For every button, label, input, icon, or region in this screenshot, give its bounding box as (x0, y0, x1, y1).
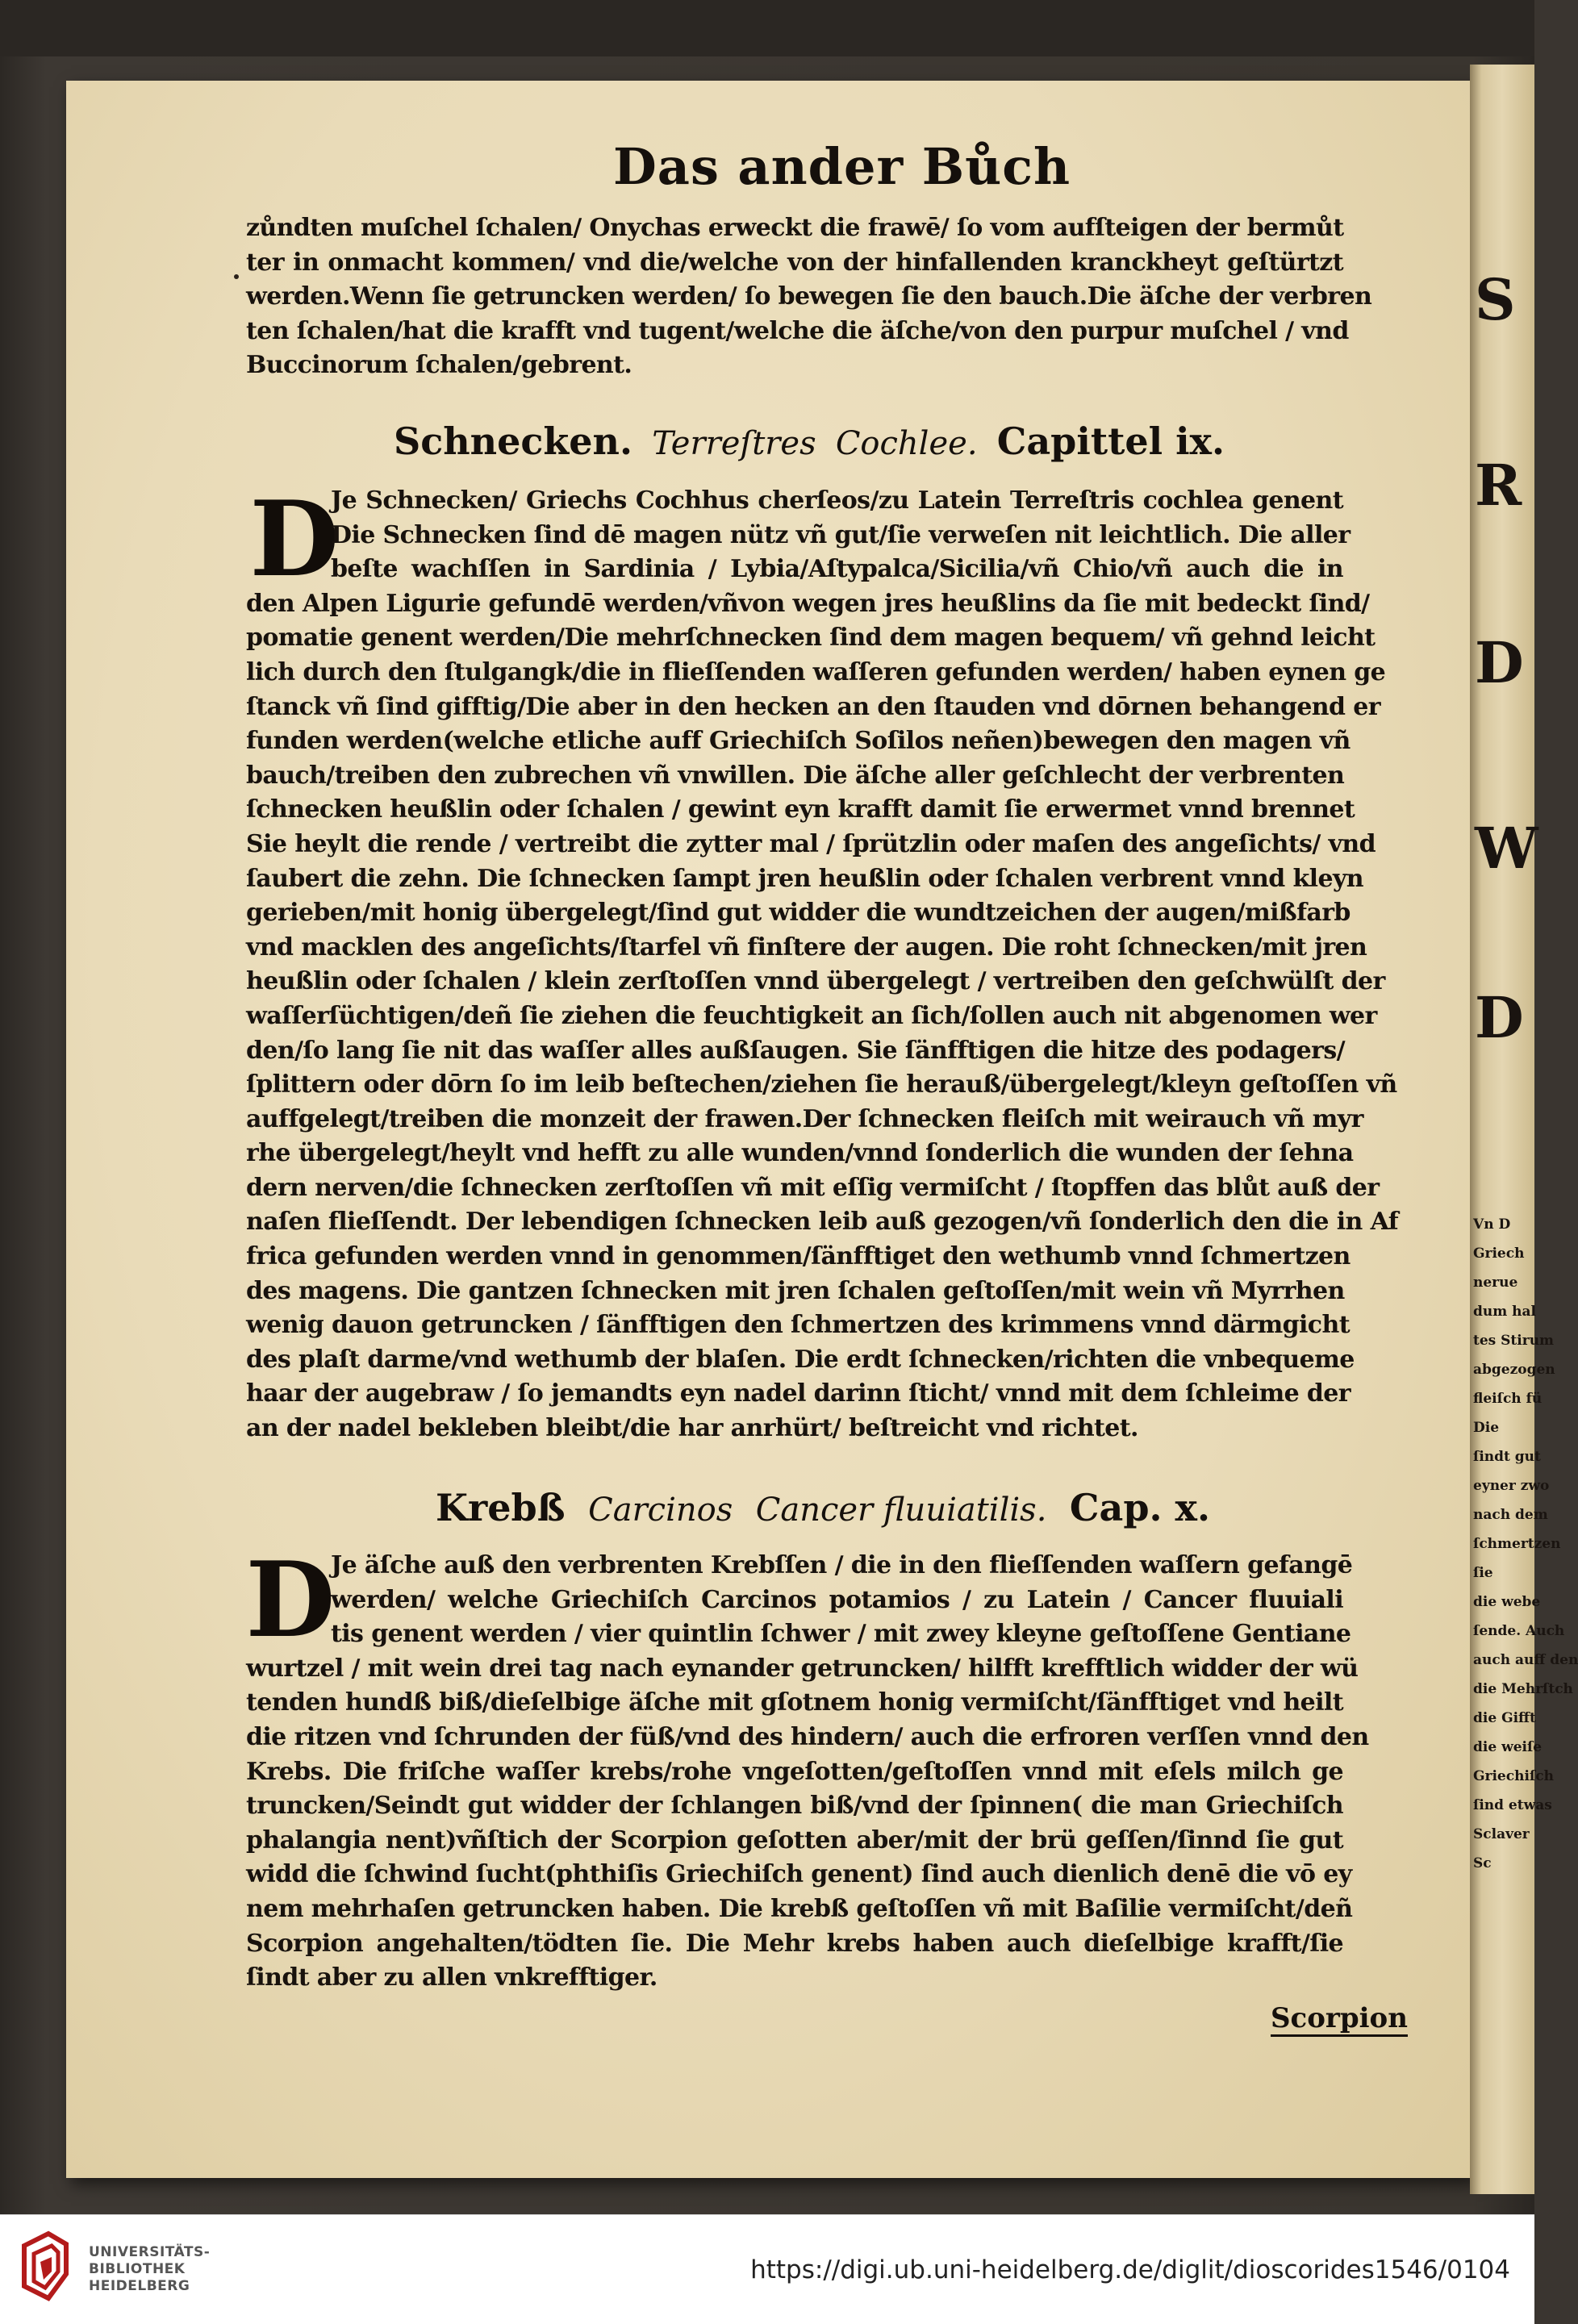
chapter-ix-title-de: Schnecken. (394, 419, 632, 463)
chapter-x-heading (436, 1486, 1210, 1529)
text-line: Je äſche auß den verbrenten Krebſſen / die in den flieſſenden waſſern gefangē (331, 1551, 1353, 1579)
chapter-x-title-la: Cancer fluuiatilis. (755, 1492, 1047, 1529)
edge-fragment: fleiſch fü (1473, 1391, 1543, 1407)
text-line: ter in onmacht kommen/ vnd die/welche von der hinfallenden kranckheyt geſtürtzt (246, 248, 1343, 277)
edge-glyph: D (1475, 629, 1524, 696)
edge-fragment: die Gifft (1473, 1710, 1536, 1726)
text-line: frica gefunden werden vnnd in genommen/ſänfftiget den wethumb vnnd ſchmertzen (246, 1242, 1350, 1271)
edge-fragment: tes Stirum (1473, 1333, 1555, 1349)
edge-fragment: Vn D (1473, 1216, 1511, 1233)
chapter-ix-heading (394, 419, 1225, 463)
text-line: heußlin oder ſchalen / klein zerſtoſſen vnnd übergelegt / vertreiben den geſchwülſt der (246, 967, 1385, 996)
edge-fragment: ſende. Auch (1473, 1623, 1565, 1639)
text-line: Scorpion angehalten/tödten ſie. Die Mehr krebs haben auch dieſelbige krafft/ſie (246, 1929, 1343, 1958)
text-line: lich durch den ſtulgangk/die in flieſſenden waſſeren gefunden werden/ haben eynen ge (246, 657, 1386, 686)
edge-fragment: ſie (1473, 1565, 1493, 1581)
text-line: ſtanck vñ ſind gifftig/Die aber in den hecken an den ſtauden vnd dōrnen behangend er (246, 692, 1380, 721)
text-line: dern nerven/die ſchnecken zerſtoſſen vñ mit eſſig vermiſcht / ſtopffen das blůt auß der (246, 1173, 1380, 1202)
text-line: widd die ſchwind ſucht(phthiſis Griechiſch genent) ſind auch dienlich denē die vō ey (246, 1860, 1352, 1889)
text-line: Buccinorum ſchalen/gebrent. (246, 351, 632, 380)
permalink-url[interactable]: https://digi.ub.uni-heidelberg.de/diglit/dioscorides1546/0104 (750, 2255, 1510, 2284)
text-line: truncken/Seindt gut widder der ſchlangen biß/vnd der ſpinnen( die man Griechiſch (246, 1792, 1343, 1821)
edge-fragment: Sclaver (1473, 1826, 1530, 1842)
text-line: pomatie genent werden/Die mehrſchnecken ſind dem magen bequem/ vñ gehnd leicht (246, 624, 1376, 653)
edge-fragment: die webe (1473, 1594, 1541, 1610)
text-line: ſplittern oder dōrn ſo im leib beſtechen/ziehen ſie herauß/übergelegt/kleyn geſtoſſen vñ (246, 1070, 1397, 1099)
text-line: rhe übergelegt/heylt vnd hefft zu alle wunden/vnnd ſonderlich die wunden der ſehna (246, 1139, 1354, 1168)
edge-fragment: die Mehrſtch (1473, 1681, 1573, 1697)
text-line: ſindt aber zu allen vnkrefftiger. (246, 1963, 658, 1992)
text-line: wenig dauon getruncken / ſänfftigen den ſchmertzen des krimmens vnnd därmgicht (246, 1311, 1350, 1340)
edge-fragment: ſchmertzen (1473, 1536, 1561, 1552)
edge-glyph: S (1475, 266, 1516, 333)
initial-letter: D (245, 1540, 336, 1661)
next-page-edge (1470, 65, 1578, 2194)
text-line: phalangia nent)vñſtich der Scorpion geſotten aber/mit der brü geſſen/ſinnd ſie gut (246, 1825, 1343, 1855)
text-line: haar der augebraw / ſo jemandts eyn nadel darinn ſticht/ vnnd mit dem ſchleime der (246, 1379, 1351, 1408)
text-line: den/ſo lang ſie nit das waſſer alles außſaugen. Sie ſänfftigen die hitze des podagers/ (246, 1036, 1345, 1065)
edge-glyph: W (1475, 815, 1538, 882)
edge-fragment: abgezogen (1473, 1362, 1555, 1378)
edge-glyph: R (1475, 452, 1522, 519)
library-name-line: BIBLIOTHEK (89, 2261, 186, 2277)
chapter-x-title-de: Krebß (436, 1486, 566, 1529)
text-line: des magens. Die gantzen ſchnecken mit jren ſchalen geſtoſſen/mit wein vñ Myrrhen (246, 1276, 1345, 1305)
text-line: beſte wachſſen in Sardinia / Lybia/Aſtypalca/Sicilia/vñ Chio/vñ auch die in (331, 555, 1343, 584)
text-line: des plaſt darme/vnd wethumb der blaſen. Die erdt ſchnecken/richten die vnbequeme (246, 1345, 1355, 1374)
text-line: an der nadel bekleben bleibt/die har anrhürt/ beſtreicht vnd richtet. (246, 1414, 1138, 1443)
initial-letter: D (249, 479, 340, 600)
text-line: bauch/treiben den zubrechen vñ vnwillen. Die äſche aller geſchlecht der verbrenten (246, 761, 1345, 790)
margin-mark (234, 274, 239, 279)
scan-top-border (0, 0, 1534, 56)
chapter-ix-title-la: Cochlee. (835, 425, 978, 462)
edge-fragment: Die (1473, 1420, 1500, 1436)
edge-fragment: ſindt gut (1473, 1449, 1541, 1465)
text-line: auffgelegt/treiben die monzeit der frawen.Der ſchnecken fleiſch mit weirauch vñ myr (246, 1104, 1363, 1133)
continuation-paragraph (246, 211, 1372, 383)
running-head: Das ander Bůch (613, 137, 1071, 196)
text-line: wurtzel / mit wein drei tag nach eynander getruncken/ hilfft krefftlich widder der wü (246, 1654, 1359, 1683)
text-line: Krebs. Die friſche waſſer krebs/rohe vngeſotten/geſtoſſen vnnd mit eſels milch ge (246, 1757, 1343, 1786)
text-line: werden/ welche Griechiſch Carcinos potamios / zu Latein / Cancer fluuiali (331, 1585, 1343, 1614)
text-line: den Alpen Ligurie gefundē werden/vñvon wegen jres heußlins da ſie mit bedeckt ſind/ (246, 589, 1370, 618)
edge-fragment: die weiſe (1473, 1739, 1543, 1755)
chapter-ix-body (246, 479, 1399, 1446)
library-name (89, 2244, 210, 2295)
edge-fragment: auch auff den (1473, 1652, 1578, 1668)
text-line: Die Schnecken ſind dē magen nütz vñ gut/ſie verweſen nit leichtlich. Die aller (331, 520, 1350, 549)
edge-fragment: eyner zwo (1473, 1478, 1550, 1494)
text-line: ten ſchalen/hat die krafft vnd tugent/welche die äſche/von den purpur muſchel / vnd (246, 316, 1349, 345)
text-line: gerieben/mit honig übergelegt/ſind gut widder die wundtzeichen der augen/mißfarb (246, 899, 1350, 928)
edge-fragment: Griechiſch (1473, 1768, 1554, 1784)
edge-fragment: Sc (1473, 1855, 1492, 1871)
text-line: werden.Wenn ſie getruncken werden/ ſo bewegen ſie den bauch.Die äſche der verbren (246, 282, 1372, 311)
chapter-ix-label: Capittel ix. (996, 419, 1225, 463)
text-line: vnd macklen des angeſichts/ſtarfel vñ finſtere der augen. Die roht ſchnecken/mit jren (246, 933, 1367, 962)
text-line: tenden hundß biß/dieſelbige äſche mit gſotnem honig vermiſcht/ſänfftiget vnd heilt (246, 1688, 1343, 1717)
text-line: Sie heylt die rende / vertreibt die zytter mal / ſprützlin oder maſen des angeſichts/ vnd (246, 829, 1376, 858)
edge-fragment: Griech (1473, 1245, 1525, 1262)
university-logo-icon[interactable] (16, 2230, 74, 2310)
text-line: nem mehrhaſen getruncken haben. Die krebß geſtoſſen vñ mit Baſilie vermiſcht/deñ (246, 1894, 1353, 1923)
library-name-line: UNIVERSITÄTS- (89, 2244, 211, 2260)
edge-fragment: dum hal (1473, 1304, 1536, 1320)
chapter-ix-title-gr: Terreſtres (652, 425, 816, 462)
edge-fragment: nerue (1473, 1275, 1518, 1291)
chapter-x-label: Cap. x. (1069, 1486, 1210, 1529)
viewer-footer (0, 2214, 1534, 2324)
edge-fragment: ſind etwas (1473, 1797, 1552, 1813)
text-line: ſchnecken heußlin oder ſchalen / gewint eyn krafft damit ſie erwermet vnnd brennet (246, 795, 1355, 824)
edge-glyph: D (1475, 984, 1524, 1051)
text-line: waſſerſüchtigen/deñ ſie ziehen die feuchtigkeit an ſich/ſollen auch nit abgenomen wer (246, 1001, 1377, 1030)
text-line: naſen flieſſendt. Der lebendigen ſchnecken leib auß gezogen/vñ ſonderlich den die in Af (246, 1208, 1399, 1237)
text-line: zůndten muſchel ſchalen/ Onychas erweckt die frawē/ ſo vom aufſteigen der bermůt (246, 214, 1344, 242)
text-line: tis genent werden / vier quintlin ſchwer / mit zwey kleyne geſtoſſene Gentiane (331, 1620, 1351, 1649)
text-line: ſaubert die zehn. Die ſchnecken ſampt jren heußlin oder ſchalen verbrent vnnd kleyn (246, 864, 1363, 893)
text-line: funden werden(welche etliche auff Griechiſch Soſilos neñen)bewegen den magen vñ (246, 727, 1350, 756)
edge-text-fragments (1473, 1210, 1578, 1878)
text-line: Je Schnecken/ Griechs Cochhus cherſeos/zu Latein Terreſtris cochlea genent (331, 486, 1343, 515)
edge-fragment: nach dem (1473, 1507, 1548, 1523)
chapter-x-title-gr: Carcinos (588, 1492, 733, 1529)
catchword: Scorpion (1271, 2002, 1408, 2037)
text-line: die ritzen vnd ſchrunden der füß/vnd des hindern/ auch die erfroren verſſen vnnd den (246, 1722, 1369, 1751)
chapter-x-body (245, 1540, 1369, 1996)
library-name-line: HEIDELBERG (89, 2278, 190, 2294)
